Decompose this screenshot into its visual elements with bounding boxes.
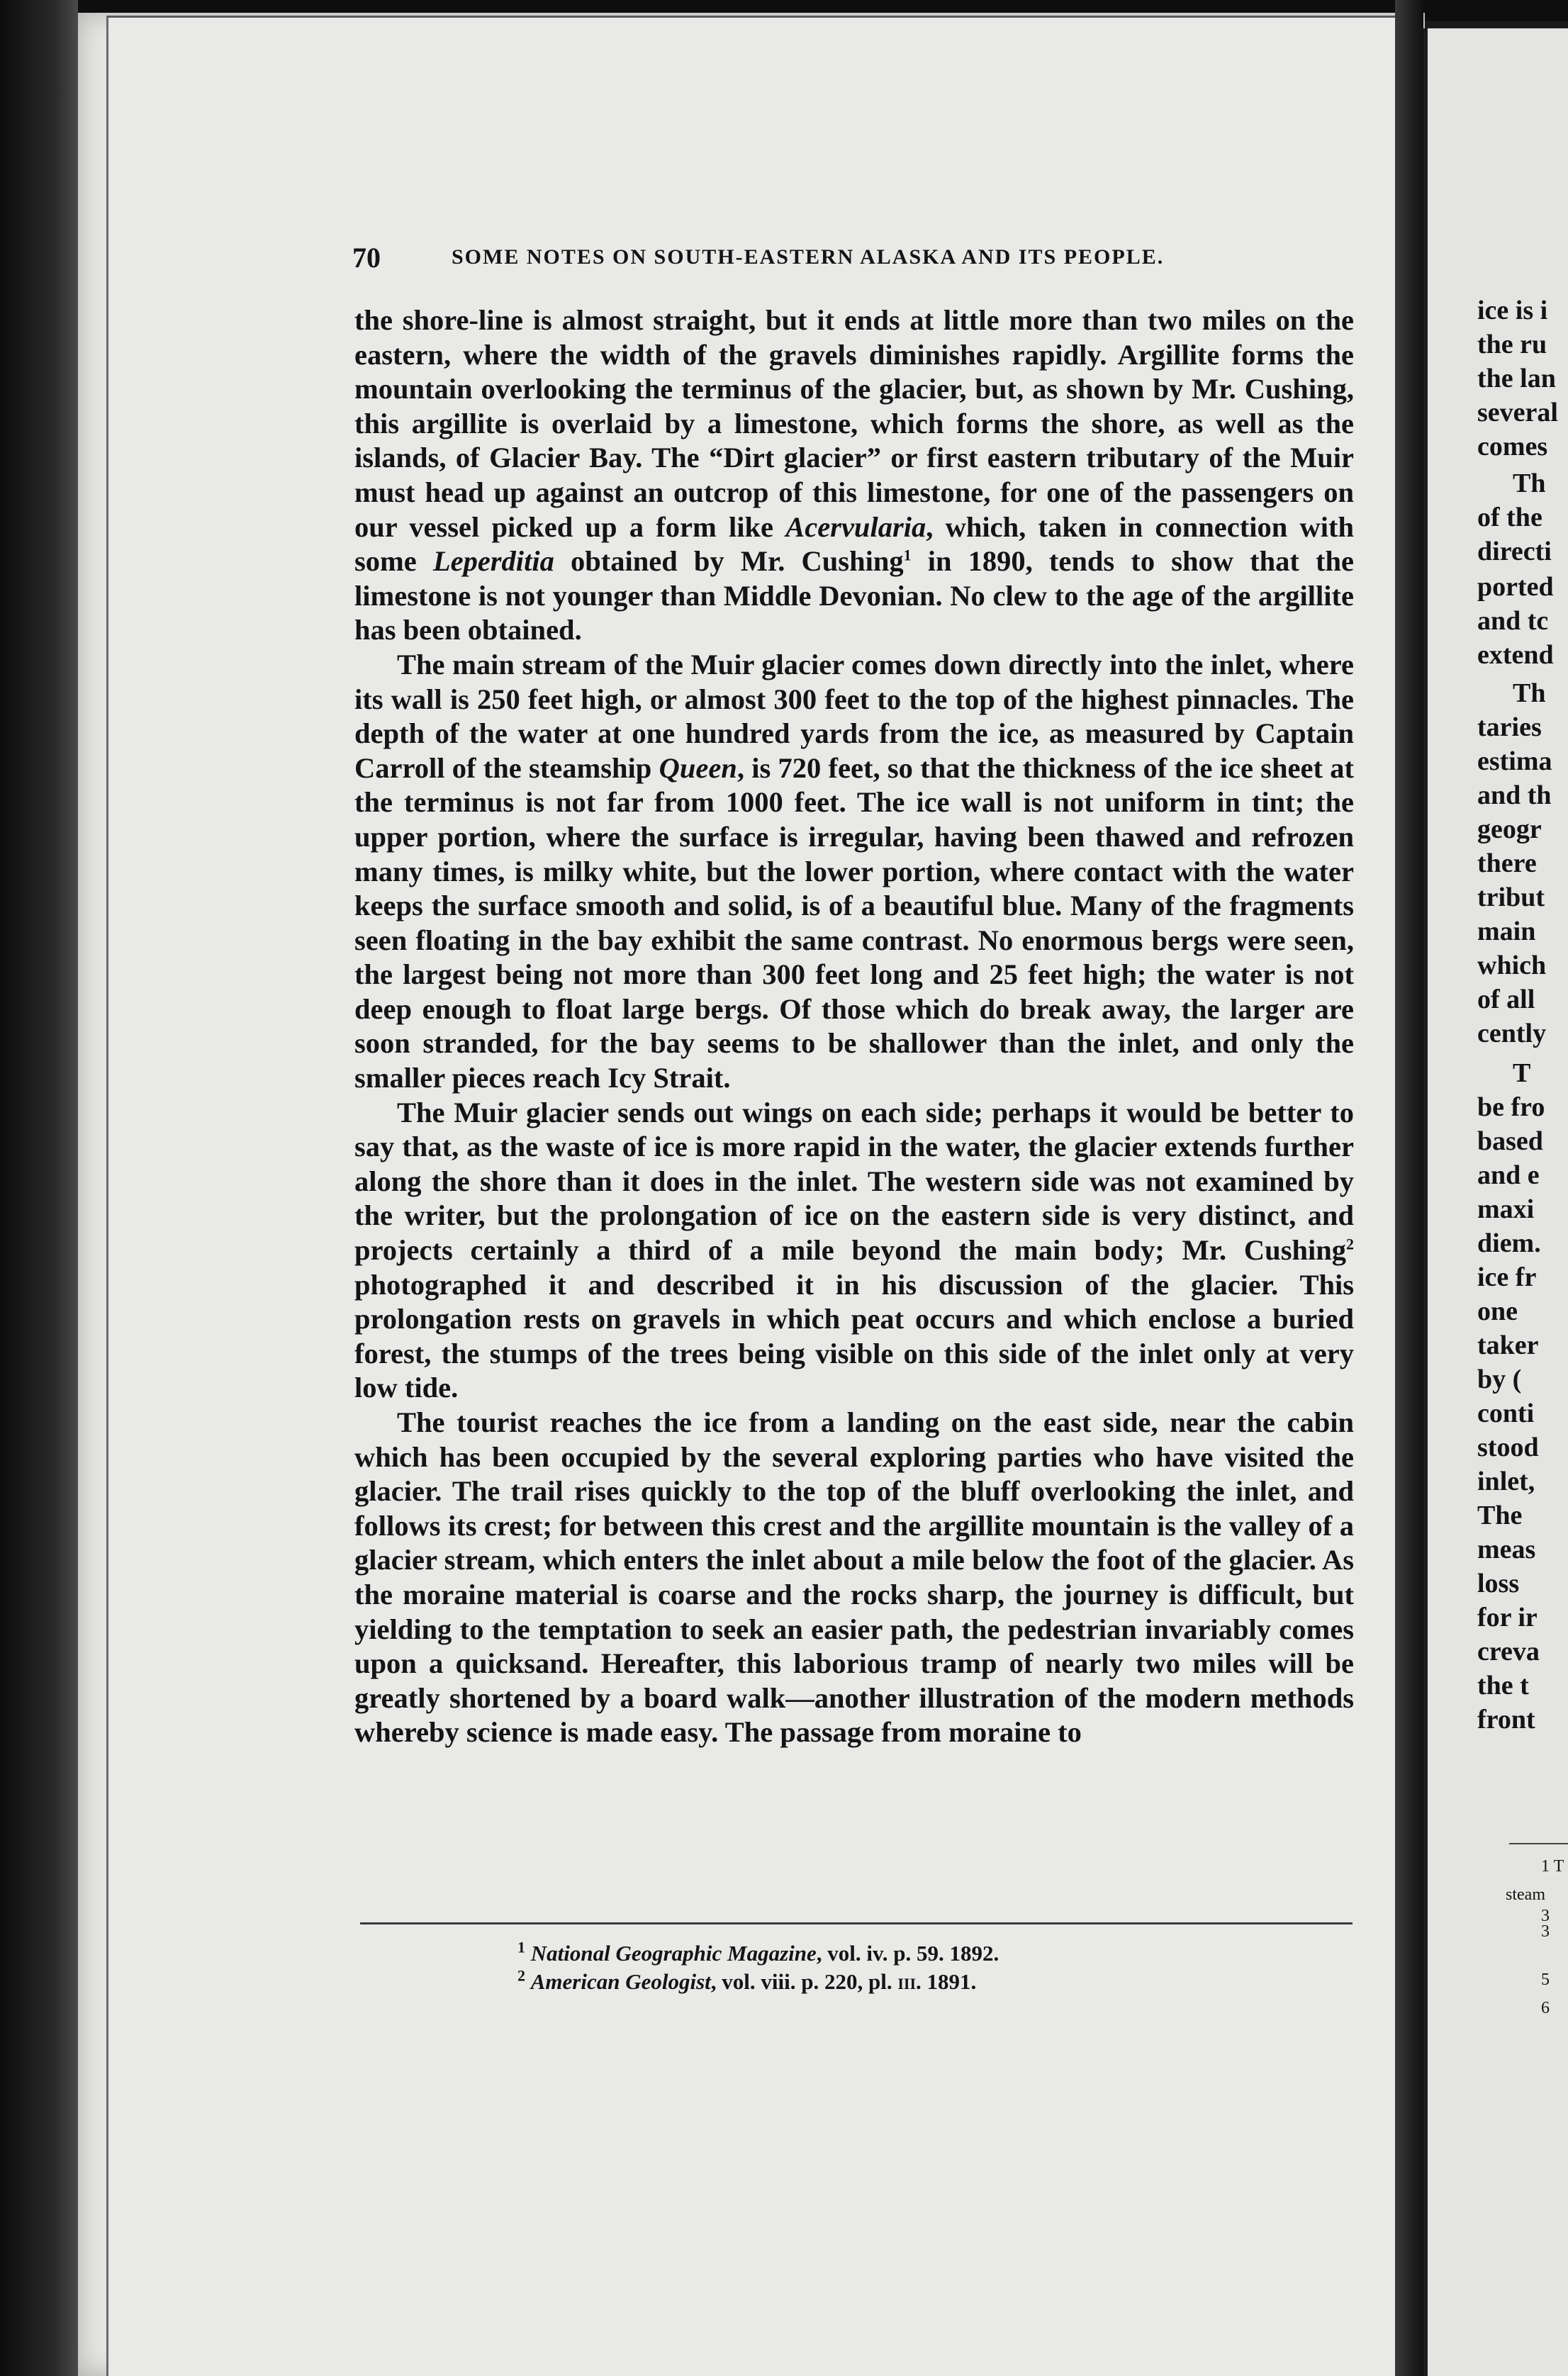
book-gutter (1395, 0, 1423, 2376)
page-number: 70 (352, 242, 381, 274)
adjacent-page-line: one (1477, 1296, 1518, 1326)
footnotes (517, 1939, 1368, 1996)
adjacent-page-line: taker (1477, 1330, 1539, 1360)
adjacent-page-line: the t (1477, 1671, 1529, 1700)
adjacent-footnote-line: 3 (1541, 1922, 1550, 1941)
scan-left-margin (0, 0, 78, 2376)
adjacent-page-line: based (1477, 1126, 1543, 1156)
footnote (517, 1968, 1368, 1996)
adjacent-page-line: cently (1477, 1019, 1547, 1048)
adjacent-page-line: estima (1477, 746, 1552, 776)
footnote-number: 2 (517, 1966, 525, 1985)
running-header (352, 241, 1359, 276)
italic-text: Acervularia (785, 510, 926, 543)
adjacent-page-line: and tc (1477, 606, 1549, 636)
footnote-number: 1 (517, 1938, 525, 1956)
adjacent-page-line: tribut (1477, 882, 1545, 912)
adjacent-page-line: loss (1477, 1569, 1520, 1598)
adjacent-page-line: meas (1477, 1535, 1536, 1564)
adjacent-page (1423, 28, 1568, 2376)
journal-title: American Geologist (530, 1969, 711, 1994)
adjacent-page-line: ice is i (1477, 296, 1548, 325)
adjacent-page-line: the lan (1477, 364, 1556, 393)
adjacent-page-line: Th (1513, 678, 1546, 708)
italic-text: Leperditia (432, 545, 554, 578)
plate-number: iii (897, 1969, 917, 1994)
adjacent-page-line: for ir (1477, 1603, 1538, 1632)
adjacent-page-line: ported (1477, 572, 1554, 602)
adjacent-page-line: front (1477, 1705, 1535, 1735)
journal-title: National Geographic Magazine (530, 1941, 817, 1966)
text-run: , which, taken in connection with some (354, 510, 1354, 578)
citation-end: . 1891. (916, 1969, 977, 1994)
adjacent-footnote-rule (1509, 1843, 1568, 1844)
adjacent-footnote-line: steam (1506, 1885, 1545, 1904)
adjacent-page-line: be fro (1477, 1092, 1545, 1122)
italic-text: Queen (659, 751, 737, 784)
paragraph (354, 648, 1354, 1096)
adjacent-page-line: Th (1513, 469, 1546, 498)
footnote-ref: 2 (1346, 1235, 1354, 1253)
adjacent-page-line: comes (1477, 432, 1548, 461)
adjacent-footnote-line: 1 T (1541, 1857, 1564, 1876)
adjacent-page-line: and e (1477, 1160, 1540, 1190)
adjacent-page-line: main (1477, 917, 1536, 946)
text-run: The main stream of the Muir glacier comes down directly into the inlet, where its wall is 250 feet high, or almost 300 feet to the top of the highest pinnacles. The depth of the water at one hundred yards from the ice, as measured by Captain Carroll of the steamship (354, 648, 1354, 784)
adjacent-page-line: ice fr (1477, 1262, 1537, 1292)
footnote-ref: 1 (903, 546, 912, 564)
paragraph (354, 1406, 1354, 1750)
adjacent-footnote-line: 5 (1541, 1971, 1550, 1989)
adjacent-footnote-line: 3 (1541, 1907, 1550, 1925)
footnote (517, 1939, 1368, 1968)
adjacent-page-line: which (1477, 951, 1547, 980)
text-run: The Muir glacier sends out wings on each side; perhaps it would be better to say that, as the waste of ice is more rapid in the water, the glacier extends further along the shore than it does in the inlet. The western side was not examined by the writer, but the prolongation of ice on the eastern side is very distinct, and projects certainly a third of a mile beyond the main body; Mr. Cushing (354, 1096, 1354, 1267)
text-run: , is 720 feet, so that the thickness of the ice sheet at the terminus is not far from 1000 feet. The ice wall is not uniform in tint; the upper portion, where the surface is irregular, having been thawed and refrozen many times, is milky white, but the lower portion, where contact with the water keeps the surface smooth and solid, is of a beautiful blue. Many of the fragments seen floating in the bay exhibit the same contrast. No enormous bergs were seen, the largest being not more than 300 feet long and 25 feet high; the water is not deep enough to float large bergs. Of those which do break away, the larger are soon stranded, for the bay seems to be shallower than the inlet, and only the smaller pieces reach Icy Strait. (354, 751, 1355, 1094)
adjacent-page-line: of the (1477, 503, 1542, 532)
adjacent-page-line: the ru (1477, 330, 1547, 359)
text-run: photographed it and described it in his discussion of the glacier. This prolongation rests on gravels in which peat occurs and which enclose a buried forest, the stumps of the trees being visible on this side of the inlet only at very low tide. (354, 1268, 1354, 1404)
adjacent-page-line: creva (1477, 1637, 1540, 1666)
adjacent-page-line: taries (1477, 712, 1542, 742)
adjacent-page-line: and th (1477, 780, 1552, 810)
adjacent-page-line: geogr (1477, 814, 1542, 844)
text-run: the shore-line is almost straight, but it ends at little more than two miles on the eastern, where the width of the gravels diminishes rapidly. Argillite forms the mountain overlooking the terminus of the glacier, but, as shown by Mr. Cushing, this argillite is overlaid by a limestone, which forms the shore, as well as the islands, of Glacier Bay. The “Dirt glacier” or first eastern tributary of the Muir must head up against an outcrop of this limestone, for one of the passengers on our vessel picked up a form like (354, 304, 1354, 543)
adjacent-page-line: maxi (1477, 1194, 1535, 1224)
adjacent-page-line: stood (1477, 1433, 1539, 1462)
adjacent-page-line: diem. (1477, 1228, 1541, 1258)
adjacent-page-line: by ( (1477, 1364, 1522, 1394)
adjacent-page-line: directi (1477, 537, 1552, 566)
adjacent-page-line: inlet, (1477, 1467, 1535, 1496)
body-text (354, 303, 1354, 1750)
paragraph (354, 1096, 1354, 1406)
citation: , vol. iv. p. 59. 1892. (816, 1941, 999, 1966)
citation: , vol. viii. p. 220, pl. (710, 1969, 898, 1994)
adjacent-page-line: The (1477, 1501, 1523, 1530)
adjacent-page-line: several (1477, 398, 1558, 427)
header-title: SOME NOTES ON SOUTH-EASTERN ALASKA AND ITS PEOPLE. (452, 245, 1165, 269)
text-run: obtained by Mr. Cushing (554, 545, 904, 578)
adjacent-page-line: of all (1477, 985, 1535, 1014)
adjacent-page-line: extend (1477, 640, 1554, 670)
footnote-rule (360, 1922, 1353, 1924)
adjacent-page-line: conti (1477, 1399, 1535, 1428)
adjacent-page-line: there (1477, 848, 1537, 878)
text-run: in 1890, tends to show that the limestone is not younger than Middle Devonian. No clew to the age of the argillite has been obtained. (354, 545, 1354, 646)
paragraph (354, 303, 1354, 648)
text-run: The tourist reaches the ice from a landing on the east side, near the cabin which has been occupied by the several exploring parties who have visited the glacier. The trail rises quickly to the top of the bluff overlooking the inlet, and follows its crest; for between this crest and the argillite mountain is the valley of a glacier stream, which enters the inlet about a mile below the foot of the glacier. As the moraine material is coarse and the rocks sharp, the journey is difficult, but yielding to the temptation to seek an easier path, the pedestrian invariably comes upon a quicksand. Hereafter, this laborious tramp of nearly two miles will be greatly shortened by a board walk—another illustration of the modern methods whereby science is made easy. The passage from moraine to (354, 1406, 1354, 1749)
adjacent-footnote-line: 6 (1541, 1999, 1550, 2017)
adjacent-page-line: T (1513, 1058, 1531, 1088)
